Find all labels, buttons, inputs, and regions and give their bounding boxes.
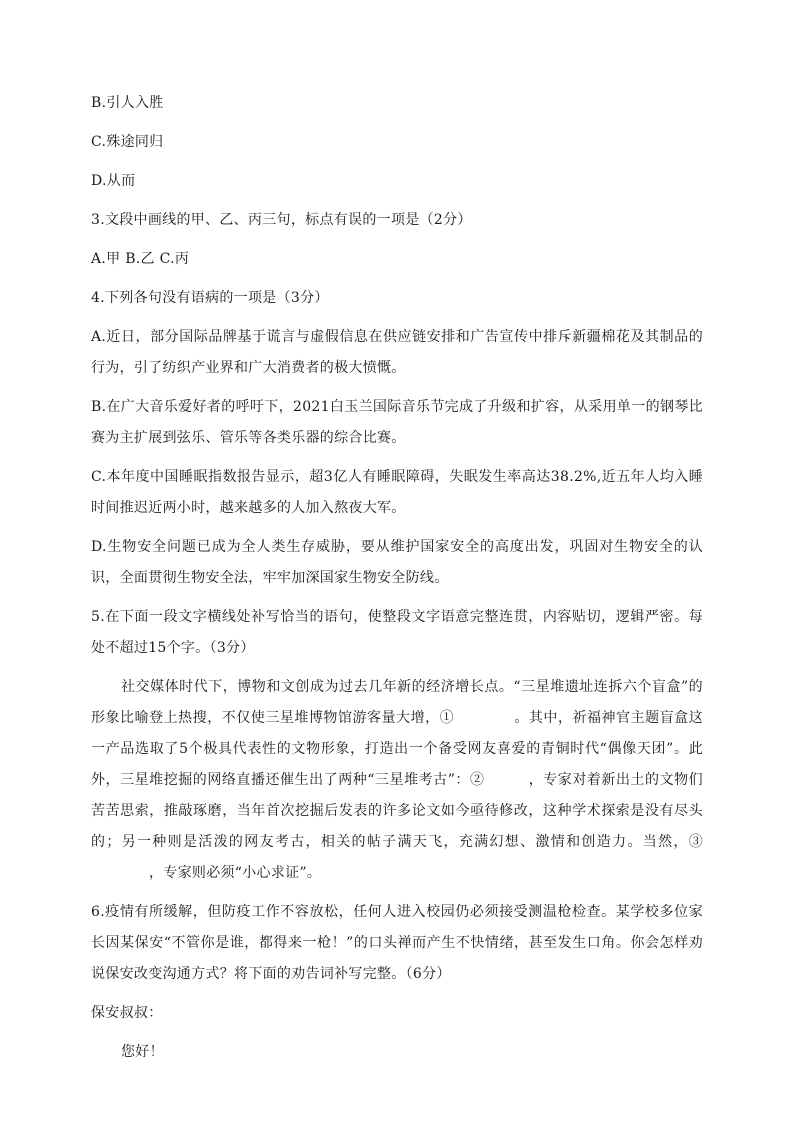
- q4-option-d: D.生物安全问题已成为全人类生存威胁，要从维护国家安全的高度出发，巩固对生物安全的认识，全面贯彻生物安全法，牢牢加深国家生物安全防线。: [91, 539, 703, 586]
- q4-stem: 4.下列各句没有语病的一项是（3分）: [91, 290, 329, 306]
- q5-passage: [91, 672, 703, 889]
- q2-option-c: C.殊途同归: [91, 134, 164, 150]
- q4-option-a: A.近日，部分国际品牌基于谎言与虚假信息在供应链安排和广告宣传中排斥新疆棉花及其制品的行为，引了纺织产业界和广大消费者的极大愤慨。: [91, 329, 703, 376]
- letter-greeting: 您好！: [121, 1044, 164, 1060]
- q5-passage-part2: 。其中，祈福神官主题盲盒这一产品选取了5个极具代表性的文物形象，打造出一个备受网友喜爱的青铜时代“偶像天团”。此外，三星堆挖掘的网络直播还催生出了两种“三星堆考古”：②: [91, 710, 703, 788]
- document-page: [91, 88, 703, 1068]
- q5-stem: 5.在下面一段文字横线处补写恰当的语句，使整段文字语意完整连贯，内容贴切，逻辑严密。每处不超过15个字。（3分）: [91, 609, 703, 656]
- q5-passage-part1: 社交媒体时代下，博物和文创成为过去几年新的经济增长点。“三星堆遗址连拆六个盲盒”的形象比喻登上热搜，不仅使三星堆博物馆游客量大增，①: [91, 679, 703, 726]
- q2-option-b: B.引人入胜: [91, 95, 164, 111]
- q4-option-c: C.本年度中国睡眠指数报告显示，超3亿人有睡眠障碍，失眠发生率高达38.2%,近五年人均入睡时间推迟近两小时，越来越多的人加入熬夜大军。: [91, 469, 703, 516]
- q2-option-d: D.从而: [91, 173, 136, 189]
- q3-options: A.甲 B.乙 C.丙: [91, 251, 190, 267]
- q5-passage-part4: ，专家则必须“小心求证”。: [149, 865, 322, 881]
- q5-passage-part3: ，专家对着新出土的文物们苦苦思索，推敲琢磨，当年首次挖掘后发表的许多论文如今亟待修改，这种学术探索是没有尽头的；另一种则是活泼的网友考古，相关的帖子满天飞，充满幻想、激情和创造力。当然，③: [91, 772, 703, 850]
- letter-salutation: 保安叔叔：: [91, 1005, 163, 1021]
- q3-stem: 3.文段中画线的甲、乙、丙三句，标点有误的一项是（2分）: [91, 212, 472, 228]
- q4-option-b: B.在广大音乐爱好者的呼吁下，2021白玉兰国际音乐节完成了升级和扩容，从采用单一的钢琴比赛为主扩展到弦乐、管乐等各类乐器的综合比赛。: [91, 399, 703, 446]
- q6-stem: 6.疫情有所缓解，但防疫工作不容放松，任何人进入校园仍必须接受测温枪检查。某学校多位家长因某保安“不管你是谁，都得来一枪！”的口头禅而产生不快情绪，甚至发生口角。你会怎样劝说保安改变沟通方式？将下面的劝告词补写完整。（6分）: [91, 904, 703, 982]
